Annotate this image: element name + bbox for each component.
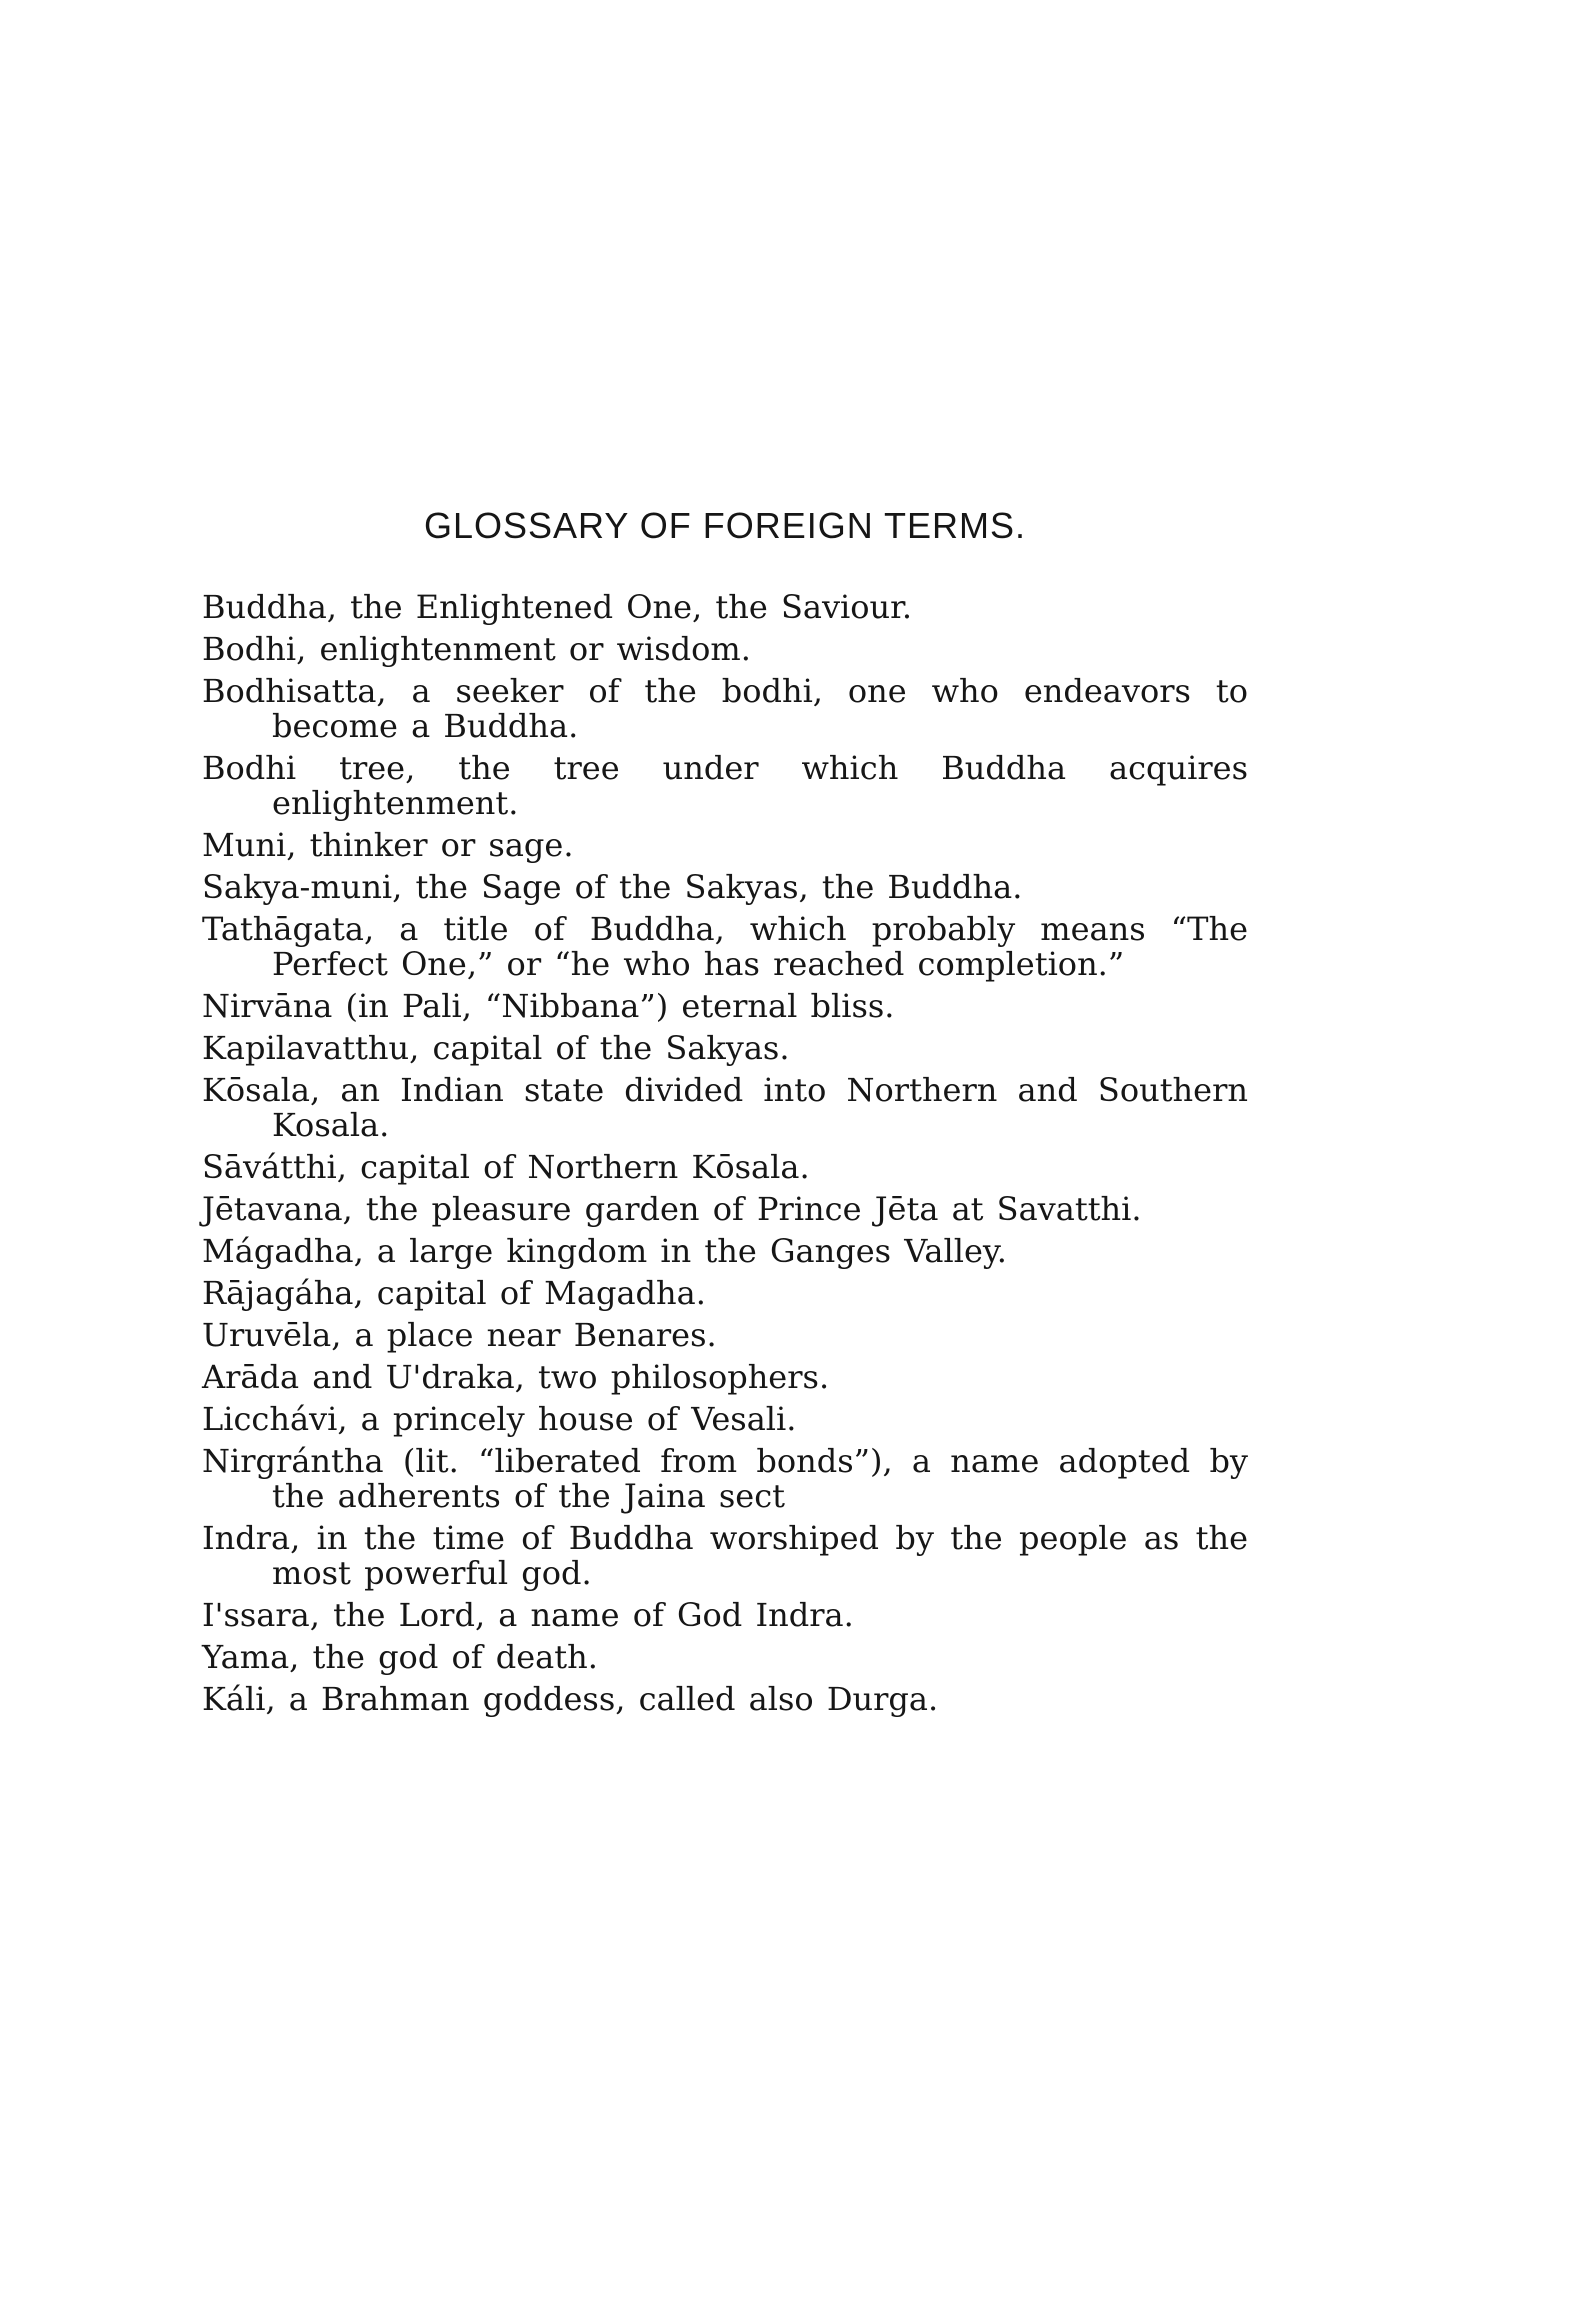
glossary-entry: Tathāgata, a title of Buddha, which probably means “The Perfect One,” or “he who has reached completion.” xyxy=(202,910,1248,983)
glossary-entry: Buddha, the Enlightened One, the Saviour. xyxy=(202,588,913,626)
glossary-entry: Sakya-muni, the Sage of the Sakyas, the Buddha. xyxy=(202,868,1023,906)
glossary-entry: Kapilavatthu, capital of the Sakyas. xyxy=(202,1029,790,1067)
glossary-entry: I'ssara, the Lord, a name of God Indra. xyxy=(202,1596,854,1634)
glossary-entry: Rājagáha, capital of Magadha. xyxy=(202,1274,706,1312)
glossary-list xyxy=(202,590,1248,1724)
page-title: GLOSSARY OF FOREIGN TERMS. xyxy=(423,505,1027,546)
glossary-entry: Yama, the god of death. xyxy=(202,1638,598,1676)
glossary-entry: Indra, in the time of Buddha worshiped by the people as the most powerful god. xyxy=(202,1519,1248,1592)
glossary-entry: Bodhi tree, the tree under which Buddha acquires enlightenment. xyxy=(202,749,1248,822)
glossary-entry: Sāvátthi, capital of Northern Kōsala. xyxy=(202,1148,810,1186)
glossary-entry: Kōsala, an Indian state divided into Northern and Southern Kosala. xyxy=(202,1071,1248,1144)
glossary-entry: Káli, a Brahman goddess, called also Durga. xyxy=(202,1680,939,1718)
glossary-entry: Bodhi, enlightenment or wisdom. xyxy=(202,630,751,668)
glossary-entry: Nirvāna (in Pali, “Nibbana”) eternal bliss. xyxy=(202,987,895,1025)
glossary-entry: Bodhisatta, a seeker of the bodhi, one who endeavors to become a Buddha. xyxy=(202,672,1248,745)
glossary-entry: Mágadha, a large kingdom in the Ganges Valley. xyxy=(202,1232,1007,1270)
glossary-entry: Arāda and U'draka, two philosophers. xyxy=(202,1358,830,1396)
glossary-entry: Uruvēla, a place near Benares. xyxy=(202,1316,717,1354)
glossary-entry: Muni, thinker or sage. xyxy=(202,826,574,864)
glossary-entry: Licchávi, a princely house of Vesali. xyxy=(202,1400,797,1438)
glossary-entry: Jētavana, the pleasure garden of Prince Jēta at Savatthi. xyxy=(202,1190,1142,1228)
glossary-entry: Nirgrántha (lit. “liberated from bonds”), a name adopted by the adherents of the Jaina sect xyxy=(202,1442,1248,1515)
